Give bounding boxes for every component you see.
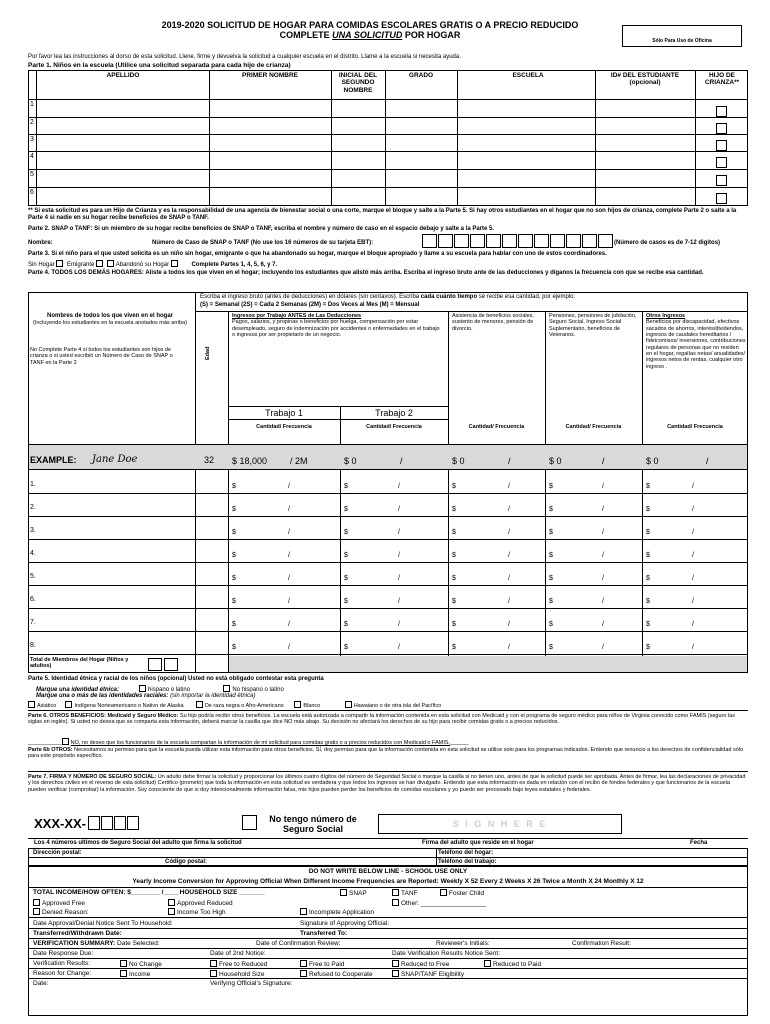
foster-note: ** Si esta solicitud es para un Hijo de Crianza y es la responsabilidad de una agencia de bienestar social o una corte, marque el bloque y salte a la Parte 5. Si hay otros estudiantes en el hogar que no son hijos de crianza, complete Parte 2 o salte a la Parte 4 si nadie en su hogar recibe beneficios de SNAP o TANF. — [28, 208, 737, 221]
part6b-text: Parte 6b OTROS: Necesitamos su permiso para que la escuela pueda utilizar esta información para otros beneficios. SÍ, doy permiso para que la información contenida en esta solicitud se utilice solo para los programas indicados. Entiendo que renuncio a los derechos de confidencialidad sólo para este propósito específico. — [28, 747, 744, 760]
frequency-slash[interactable]: / — [508, 552, 510, 559]
date-results-label: Date Verification Results Notice Sent: — [392, 950, 501, 957]
amount-dollar-sign[interactable]: $ — [232, 621, 236, 628]
tanf-checkbox[interactable] — [392, 889, 399, 896]
amount-dollar-sign[interactable]: $ — [452, 506, 456, 513]
frequency-slash[interactable]: / — [288, 575, 290, 582]
amount-dollar-sign[interactable]: $ — [232, 575, 236, 582]
total-members-box-2[interactable] — [164, 658, 178, 671]
signature-caption: Firma del adulto que reside en el hogar — [422, 840, 534, 846]
example-job1-amount: $ 18,000 — [232, 456, 268, 466]
snap-checkbox[interactable] — [340, 889, 347, 896]
ssn-caption: Los 4 números ultimos de Seguro Social del adulto que firma la solicitud — [34, 840, 242, 846]
child-row-2: 2 — [30, 119, 34, 126]
foster-checkbox-2[interactable] — [716, 123, 727, 134]
amount-dollar-sign[interactable]: $ — [344, 506, 348, 513]
frequency-slash[interactable]: / — [692, 529, 694, 536]
member-row-divider — [28, 493, 748, 494]
form-title: 2019-2020 SOLICITUD DE HOGAR PARA COMIDAS ESCOLARES GRATIS O A PRECIO REDUCIDO — [161, 20, 579, 30]
part2-case-label: Número de Caso de SNAP o TANF (No use los 16 números de su tarjeta EBT): — [152, 240, 374, 246]
col-apellido: APELLIDO — [106, 72, 140, 79]
income-option: Income — [120, 970, 150, 978]
approved-reduced-checkbox[interactable] — [168, 899, 175, 906]
example-label: EXAMPLE: — [30, 455, 77, 465]
transferred-label: Transferred/Withdrawn Date: — [33, 930, 122, 937]
amount-dollar-sign[interactable]: $ — [232, 552, 236, 559]
amount-dollar-sign[interactable]: $ — [344, 621, 348, 628]
frequency-slash[interactable]: / — [508, 483, 510, 490]
amount-dollar-sign[interactable]: $ — [549, 621, 553, 628]
runaway-checkbox[interactable] — [107, 260, 114, 267]
reason-change-label: Reason for Change: — [33, 970, 92, 977]
assistance-col: Asistencia de beneficios sociales, sustento de menores, pensión de divorcio. — [452, 313, 534, 332]
form-subtitle: COMPLETE UNA SOLICITUD POR HOGAR — [279, 30, 461, 40]
example-other-freq: / — [706, 456, 709, 466]
free-paid-option: Free to Paid — [300, 960, 344, 968]
extra-checkbox[interactable] — [171, 260, 178, 267]
example-pension-amount: $ 0 — [549, 456, 562, 466]
member-row-number: 4. — [30, 550, 36, 557]
signature-field[interactable]: S I G N H E R E — [378, 814, 622, 834]
part6-text: Parte 6. OTROS BENEFICIOS: Medicaid y Seguro Médico: Su hijo podría recibir otros beneficios. La escuela está autorizada a compartir la información contenida en esta solicitud con Medicaid y con el programa de seguro médico para niños de Virginia conocido como FAMIS (seguro las siglas en inglés). Si usted no desea que se comparta esta información, deberá marcar la casilla que dice NO más abajo. Su decisión no afectará los derechos de su hijo para recibir comidas gratis o a precios reducidos. — [28, 713, 735, 726]
foster-checkbox-1[interactable] — [716, 106, 727, 117]
frequency-slash[interactable]: / — [692, 621, 694, 628]
member-row-divider — [28, 585, 748, 586]
frequency-slash[interactable]: / — [508, 621, 510, 628]
amount-dollar-sign[interactable]: $ — [646, 621, 650, 628]
amount-dollar-sign[interactable]: $ — [452, 598, 456, 605]
names-head: Nombres de todos los que viven en el hogar — [46, 313, 174, 319]
foster-checkbox-3[interactable] — [716, 140, 727, 151]
incomplete-checkbox[interactable] — [300, 908, 307, 915]
foster-checkbox-6[interactable] — [716, 193, 727, 204]
total-members-label: Total de Miembros del Hogar (Niños y adultos) — [30, 657, 129, 670]
member-row-divider — [28, 654, 748, 655]
member-row-number: 6. — [30, 596, 36, 603]
member-row-divider — [28, 562, 748, 563]
amount-dollar-sign[interactable]: $ — [344, 575, 348, 582]
other-income-col: Otros Ingresos Beneficios por discapacidad, efectivos sacados de ahorros, interés/dividendos, ingresos de caudales hereditarios / fideicomisos/ inversiones, contribuciones regulares de personas que no residen en el hogar, regalías netas/ anualidades/ ingresos netos de rentas, cualquier otro ingreso . — [646, 313, 746, 370]
member-row-number: 1. — [30, 481, 36, 488]
foster-checkbox-4[interactable] — [716, 157, 727, 168]
too-high-checkbox[interactable] — [168, 908, 175, 915]
child-row-5: 5 — [30, 171, 34, 178]
amount-dollar-sign[interactable]: $ — [646, 506, 650, 513]
hispanic-checkbox[interactable] — [139, 685, 146, 692]
amount-dollar-sign[interactable]: $ — [452, 621, 456, 628]
white-checkbox[interactable] — [294, 701, 301, 708]
example-other-amount: $ 0 — [646, 456, 659, 466]
col-inicial: INICIAL DEL SEGUNDO NOMBRE — [338, 72, 378, 94]
amount-dollar-sign[interactable]: $ — [344, 598, 348, 605]
too-high-option: Income Too High — [168, 908, 226, 916]
total-members-box-1[interactable] — [148, 658, 162, 671]
reviewer-label: Reviewer's Initials: — [436, 940, 490, 947]
non-hispanic-checkbox[interactable] — [223, 685, 230, 692]
transferred-to-label: Transferred To: — [300, 930, 348, 937]
amount-dollar-sign[interactable]: $ — [646, 529, 650, 536]
frequency-slash[interactable]: / — [602, 552, 604, 559]
confirm-result-label: Confirmation Result: — [572, 940, 631, 947]
denied-option: Denied Reason: — [33, 908, 89, 916]
frequency-slash[interactable]: / — [602, 506, 604, 513]
intro-text: Por favor lea las instrucciones al dorso de esta solicitud. Llene, firme y devuelva la solicitud a cualquier escuela en el distrito. Llame a la escuela si necesita ayuda. — [28, 54, 461, 60]
ethnicity-row: Marque una identidad étnica: hispano o latino No hispano o latino — [36, 687, 284, 693]
frequency-slash[interactable]: / — [508, 506, 510, 513]
child-row-3: 3 — [30, 136, 34, 143]
example-name: Jane Doe — [92, 454, 138, 465]
frequency-slash[interactable]: / — [288, 552, 290, 559]
amount-dollar-sign[interactable]: $ — [232, 529, 236, 536]
case-number-boxes[interactable] — [422, 234, 613, 248]
amount-dollar-sign[interactable]: $ — [344, 552, 348, 559]
part1-title: Parte 1. Niños en la escuela (Utilice una solicitud separada para cada hijo de crianza) — [28, 62, 291, 69]
job2-qty-head: Cantidad/ Frecuencia — [366, 424, 422, 430]
home-phone-label: Teléfono del hogar: — [438, 850, 494, 856]
child-row-1: 1 — [30, 101, 34, 108]
amount-dollar-sign[interactable]: $ — [232, 644, 236, 651]
date-2nd-label: Date of 2nd Notice: — [210, 950, 266, 957]
amount-dollar-sign[interactable]: $ — [232, 598, 236, 605]
amount-dollar-sign[interactable]: $ — [452, 483, 456, 490]
frequency-slash[interactable]: / — [288, 483, 290, 490]
income-frequency-legend: (S) = Semanal (2S) = Cada 2 Semanas (2M) = Dos Veces al Mes (M) = Mensual — [200, 302, 420, 308]
amount-dollar-sign[interactable]: $ — [452, 552, 456, 559]
amount-dollar-sign[interactable]: $ — [232, 506, 236, 513]
household-size-checkbox[interactable] — [210, 970, 217, 977]
col-escuela: ESCUELA — [512, 72, 544, 79]
amount-dollar-sign[interactable]: $ — [344, 644, 348, 651]
part2-name-label: Nombre: — [28, 240, 53, 246]
date-caption: Fecha — [690, 840, 708, 846]
amount-dollar-sign[interactable]: $ — [452, 575, 456, 582]
example-age: 32 — [204, 455, 215, 465]
reduced-free-option: Reduced to Free — [392, 960, 449, 968]
part6-no-option: ___________ NO, no deseo que los funcionarios de la escuela compartan la información de mi solicitud para comidas gratis o a precios reducidos con Medicaid o FAMIS.______ — [28, 740, 469, 746]
member-row-number: 3. — [30, 527, 36, 534]
race-options: Asiático Indígena Norteamericano o Nativo de Alaska De raza negra o Afro-Americano Blanco Hawaiano o de otra isla del Pacífico — [28, 701, 746, 709]
col-hijo-crianza: HIJO DE CRIANZA** — [704, 72, 740, 87]
child-row-6: 6 — [30, 189, 34, 196]
date-response-label: Date Response Due: — [33, 950, 94, 957]
example-pension-freq: / — [602, 456, 605, 466]
frequency-slash[interactable]: / — [508, 598, 510, 605]
frequency-slash[interactable]: / — [398, 598, 400, 605]
school-use-header: DO NOT WRITE BELOW LINE - SCHOOL USE ONLY — [308, 868, 468, 875]
race-label-row: Marque una o más de las identidades raciales: (sin importar la identidad étnica) — [36, 693, 256, 699]
sig-official-label: Signature of Approving Official: — [300, 920, 390, 927]
other-checkbox[interactable] — [392, 899, 399, 906]
frequency-slash[interactable]: / — [692, 483, 694, 490]
example-job1-freq: / 2M — [290, 456, 308, 466]
verif-summary-row: VERIFICATION SUMMARY: Date Selected: — [33, 940, 160, 947]
frequency-slash[interactable]: / — [398, 506, 400, 513]
migrant-checkbox[interactable] — [96, 260, 103, 267]
member-row-divider — [28, 631, 748, 632]
job1-label: Trabajo 1 — [265, 408, 303, 418]
foster-checkbox-5[interactable] — [716, 175, 727, 186]
approved-reduced-option: Approved Reduced — [168, 899, 233, 907]
amount-dollar-sign[interactable]: $ — [232, 483, 236, 490]
member-row-number: 8. — [30, 642, 36, 649]
date-label: Date: — [33, 980, 49, 987]
asian-checkbox[interactable] — [28, 701, 35, 708]
amount-dollar-sign[interactable]: $ — [549, 644, 553, 651]
amount-dollar-sign[interactable]: $ — [452, 644, 456, 651]
assist-qty-head: Cantidad/ Frecuencia — [468, 424, 525, 430]
col-grado: GRADO — [408, 72, 434, 79]
incomplete-option: Incomplete Application — [300, 908, 374, 916]
frequency-slash[interactable]: / — [398, 575, 400, 582]
frequency-slash[interactable]: / — [398, 529, 400, 536]
no-ssn-label: No tengo número de Seguro Social — [269, 814, 357, 835]
native-checkbox[interactable] — [65, 701, 72, 708]
col-primer-nombre: PRIMER NOMBRE — [242, 72, 298, 79]
member-row-divider — [28, 516, 748, 517]
amount-dollar-sign[interactable]: $ — [549, 598, 553, 605]
foster-child-checkbox[interactable] — [440, 889, 447, 896]
snap-tanf-eligibility-checkbox[interactable] — [392, 970, 399, 977]
names-sub: (Incluyendo los estudiantes en la escuela anotados más arriba) — [32, 320, 188, 326]
part2-title: Parte 2. SNAP o TANF: Si un miembro de su hogar recibe beneficios de SNAP o TANF, escriba el nombre y número de caso en el espacio debajo y salte a la Parte 5. — [28, 226, 495, 232]
total-income-line: TOTAL INCOME/HOW OFTEN: $________ /____ HOUSEHOLD SIZE _______ — [33, 889, 265, 896]
frequency-slash[interactable]: / — [508, 575, 510, 582]
frequency-slash[interactable]: / — [398, 483, 400, 490]
frequency-slash[interactable]: / — [602, 644, 604, 651]
frequency-slash[interactable]: / — [692, 552, 694, 559]
frequency-slash[interactable]: / — [602, 529, 604, 536]
age-label: Edad — [205, 346, 211, 360]
frequency-slash[interactable]: / — [288, 644, 290, 651]
frequency-slash[interactable]: / — [288, 506, 290, 513]
part4-title: Parte 4. TODOS LOS DEMÁS HOGARES: Aliste a todos los que viven en el hogar; incluyendo los estudiantes que alistó más arriba. Escriba el ingreso bruto ante de las deducciones y díganos la frecuencia con que se recibe esa cantidad. — [28, 270, 704, 276]
amount-dollar-sign[interactable]: $ — [549, 483, 553, 490]
frequency-slash[interactable]: / — [398, 621, 400, 628]
refused-option: Refused to Cooperate — [300, 970, 373, 978]
job1-qty-head: Cantidad/ Frecuencia — [256, 424, 312, 430]
approved-free-option: Approved Free — [33, 899, 85, 907]
part7-text: Parte 7. FIRMA Y NÚMERO DE SEGURO SOCIAL: Un adulto debe firmar la solicitud y proporcionar los últimos cuatro dígitos del número de Seguridad Social o marque la casilla si no tienen uno, antes de que la solicitud puede ser aprobada. Antes de firmar, lea las declaraciones de privacidad y los derechos civiles en el reverso de esta solicitud) Certifico (prometo) que toda la información en esta solicitud es verdadera y que todos los ingresos se han divulgado. Entiendo que esta información es dada en relación con el recibo de fondos federales y que funcionarios de la escuela pueden verificar (comprobar) la información. Soy consciente de que si doy intencionalmente información falsa, mis hijos pueden perder los beneficios de comidas escolares y yo puedo ser procesado bajo leyes estatales y federales. — [28, 774, 746, 793]
col-student-id: ID# DEL ESTUDIANTE (opcional) — [610, 72, 680, 87]
verifying-sig-label: Verifying Official's Signature: — [210, 980, 293, 987]
frequency-slash[interactable]: / — [288, 621, 290, 628]
address-label: Dirección postal: — [33, 850, 82, 856]
pacific-checkbox[interactable] — [345, 701, 352, 708]
no-change-option: No Change — [120, 960, 162, 968]
amount-dollar-sign[interactable]: $ — [344, 529, 348, 536]
amount-dollar-sign[interactable]: $ — [646, 483, 650, 490]
amount-dollar-sign[interactable]: $ — [646, 598, 650, 605]
frequency-slash[interactable]: / — [398, 552, 400, 559]
frequency-slash[interactable]: / — [602, 483, 604, 490]
ssn-prefix: XXX-XX- — [34, 816, 87, 831]
black-checkbox[interactable] — [196, 701, 203, 708]
approved-free-checkbox[interactable] — [33, 899, 40, 906]
free-to-paid-checkbox[interactable] — [300, 960, 307, 967]
frequency-slash[interactable]: / — [398, 644, 400, 651]
frequency-slash[interactable]: / — [602, 598, 604, 605]
frequency-slash[interactable]: / — [602, 621, 604, 628]
reduced-paid-option: Reduced to Paid — [484, 960, 541, 968]
total-row-shade — [229, 656, 747, 672]
amount-dollar-sign[interactable]: $ — [646, 575, 650, 582]
reduced-to-paid-checkbox[interactable] — [484, 960, 491, 967]
part3-title: Parte 3. Si el niño para el que usted solicita es un niño sin hogar, emigrante o que ha abandonado su hogar, marque el bloque apropiado y llame a su escuela para hablar con uno de estos coordinadores. — [28, 251, 607, 257]
snap-option: SNAP — [340, 889, 367, 897]
reduced-to-free-checkbox[interactable] — [392, 960, 399, 967]
income-conversion-header: Yearly Income Conversion for Approving Official When Different Income Frequencies are Reported: Weekly X 52 Every 2 Weeks X 26 Twice a Month X 24 Monthly X 12 — [132, 878, 644, 885]
zip-label: Código postal: — [165, 859, 207, 865]
example-assist-amount: $ 0 — [452, 456, 465, 466]
amount-dollar-sign[interactable]: $ — [549, 506, 553, 513]
refused-checkbox[interactable] — [300, 970, 307, 977]
hh-size-option: Household Size — [210, 970, 265, 978]
ssn-last4-boxes[interactable] — [88, 816, 139, 830]
part5-title: Parte 5. Identidad étnica y racial de los niños (opcional) Usted no está obligado contestar esta pregunta — [28, 676, 324, 682]
medicaid-no-checkbox[interactable] — [62, 738, 69, 745]
tanf-option: TANF — [392, 889, 418, 897]
date-confirm-label: Date of Confirmation Review: — [256, 940, 341, 947]
member-row-number: 2. — [30, 504, 36, 511]
frequency-slash[interactable]: / — [692, 575, 694, 582]
frequency-slash[interactable]: / — [602, 575, 604, 582]
verif-results-label: Verification Results: — [33, 960, 91, 967]
frequency-slash[interactable]: / — [508, 529, 510, 536]
part3-options: Sin Hogar Emigrante Abandonó su Hogar Complete Partes 1, 4, 5, 6, y 7. — [28, 262, 278, 268]
child-row-4: 4 — [30, 153, 34, 160]
free-to-reduced-checkbox[interactable] — [210, 960, 217, 967]
denied-checkbox[interactable] — [33, 908, 40, 915]
income-instructions: Escriba el ingreso bruto (antes de deducciones) en dólares (sin centavos). Escriba cada cuánto tiempo se recibe esa cantidad, por ejemplo: — [200, 294, 576, 300]
other-option: Other: __________________ — [392, 899, 486, 907]
member-row-number: 5. — [30, 573, 36, 580]
no-ssn-checkbox[interactable] — [242, 815, 257, 830]
homeless-checkbox[interactable] — [56, 260, 63, 267]
work-phone-label: Teléfono del trabajo: — [438, 859, 497, 865]
frequency-slash[interactable]: / — [288, 529, 290, 536]
frequency-slash[interactable]: / — [508, 644, 510, 651]
notice-sent-label: Date Approval/Denial Notice Sent To Household: — [33, 920, 173, 927]
example-job2-amount: $ 0 — [344, 456, 357, 466]
amount-dollar-sign[interactable]: $ — [549, 552, 553, 559]
other-qty-head: Cantidad/ Frecuencia — [667, 424, 723, 430]
work-income-col: Ingresos por Trabajo ANTES de Las Deducciones Pagos, salarios, y propinas o beneficios por huelga, compensación por estar desempleado, seguro de indemnización por accidentes o enfermedades en el trabajo o ingresos por ser propietario de un negocio. — [232, 313, 440, 338]
frequency-slash[interactable]: / — [288, 598, 290, 605]
frequency-slash[interactable]: / — [692, 644, 694, 651]
free-reduced-option: Free to Reduced — [210, 960, 267, 968]
amount-dollar-sign[interactable]: $ — [549, 529, 553, 536]
frequency-slash[interactable]: / — [692, 506, 694, 513]
no-change-checkbox[interactable] — [120, 960, 127, 967]
amount-dollar-sign[interactable]: $ — [646, 552, 650, 559]
snap-tanf-option: SNAP/TANF Eligibility — [392, 970, 464, 978]
income-checkbox[interactable] — [120, 970, 127, 977]
member-row-divider — [28, 539, 748, 540]
foster-option: Foster Child — [440, 889, 484, 897]
member-row-number: 7. — [30, 619, 36, 626]
children-table — [28, 70, 748, 206]
pension-col: Pensiones, pensiones de jubilación, Seguro Social, Ingreso Social Suplementario, beneficios de Veteranos. — [549, 313, 637, 338]
job2-label: Trabajo 2 — [375, 408, 413, 418]
amount-dollar-sign[interactable]: $ — [344, 483, 348, 490]
frequency-slash[interactable]: / — [692, 598, 694, 605]
example-assist-freq: / — [508, 456, 511, 466]
case-hint: (Número de casos es de 7-12 digitos) — [614, 240, 721, 246]
member-row-divider — [28, 608, 748, 609]
amount-dollar-sign[interactable]: $ — [549, 575, 553, 582]
amount-dollar-sign[interactable]: $ — [646, 644, 650, 651]
amount-dollar-sign[interactable]: $ — [452, 529, 456, 536]
example-job2-freq: / — [400, 456, 403, 466]
office-use-box: Sólo Para Uso de Oficina — [622, 25, 742, 47]
names-note: No Complete Parte 4 si todos los estudiantes son hijos de crianza o si usted escribió un Número de Caso de SNAP o TANF en la Parte 2 — [30, 347, 173, 366]
pension-qty-head: Cantidad/ Frecuencia — [565, 424, 622, 430]
